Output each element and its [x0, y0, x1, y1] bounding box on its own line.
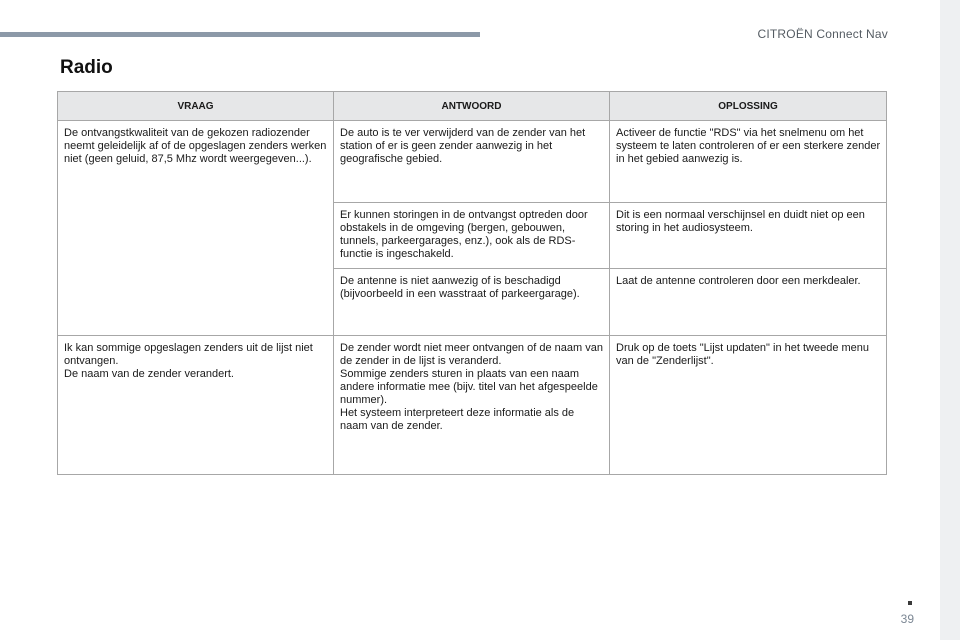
header-accent-bar [0, 32, 480, 37]
answer-cell: De zender wordt niet meer ontvangen of de naam van de zender in de lijst is veranderd. Sommige zenders sturen in plaats van een naam andere informatie mee (bijv. titel van het afgespeelde nummer). Het systeem interpreteert deze informatie als de naam van de zender. [334, 336, 610, 475]
answer-cell: De auto is te ver verwijderd van de zender van het station of er is geen zender aanwezig in het geografische gebied. [334, 121, 610, 203]
header-brand: CITROËN Connect Nav [757, 27, 888, 41]
page-title: Radio [60, 57, 113, 78]
table-row [58, 121, 887, 203]
question-cell: Ik kan sommige opgeslagen zenders uit de lijst niet ontvangen. De naam van de zender verandert. [58, 336, 334, 475]
column-header-answer: ANTWOORD [334, 92, 610, 121]
side-strip [940, 0, 960, 640]
page-number: 39 [900, 612, 914, 626]
column-header-solution: OPLOSSING [610, 92, 887, 121]
answer-cell: Er kunnen storingen in de ontvangst optreden door obstakels in de omgeving (bergen, gebouwen, tunnels, parkeergarages, enz.), ook als de RDS-functie is ingeschakeld. [334, 203, 610, 269]
page-marker [908, 601, 912, 605]
solution-cell: Laat de antenne controleren door een merkdealer. [610, 269, 887, 336]
answer-cell: De antenne is niet aanwezig of is beschadigd (bijvoorbeeld in een wasstraat of parkeergarage). [334, 269, 610, 336]
table-row [58, 336, 887, 475]
column-header-question: VRAAG [58, 92, 334, 121]
solution-cell: Dit is een normaal verschijnsel en duidt niet op een storing in het audiosysteem. [610, 203, 887, 269]
solution-cell: Activeer de functie "RDS" via het snelmenu om het systeem te laten controleren of er een sterkere zender in het gebied aanwezig is. [610, 121, 887, 203]
question-cell: De ontvangstkwaliteit van de gekozen radiozender neemt geleidelijk af of de opgeslagen zenders werken niet (geen geluid, 87,5 Mhz wordt weergegeven...). [58, 121, 334, 336]
table-header-row [58, 92, 887, 121]
solution-cell: Druk op de toets "Lijst updaten" in het tweede menu van de "Zenderlijst". [610, 336, 887, 475]
faq-table [57, 91, 887, 475]
